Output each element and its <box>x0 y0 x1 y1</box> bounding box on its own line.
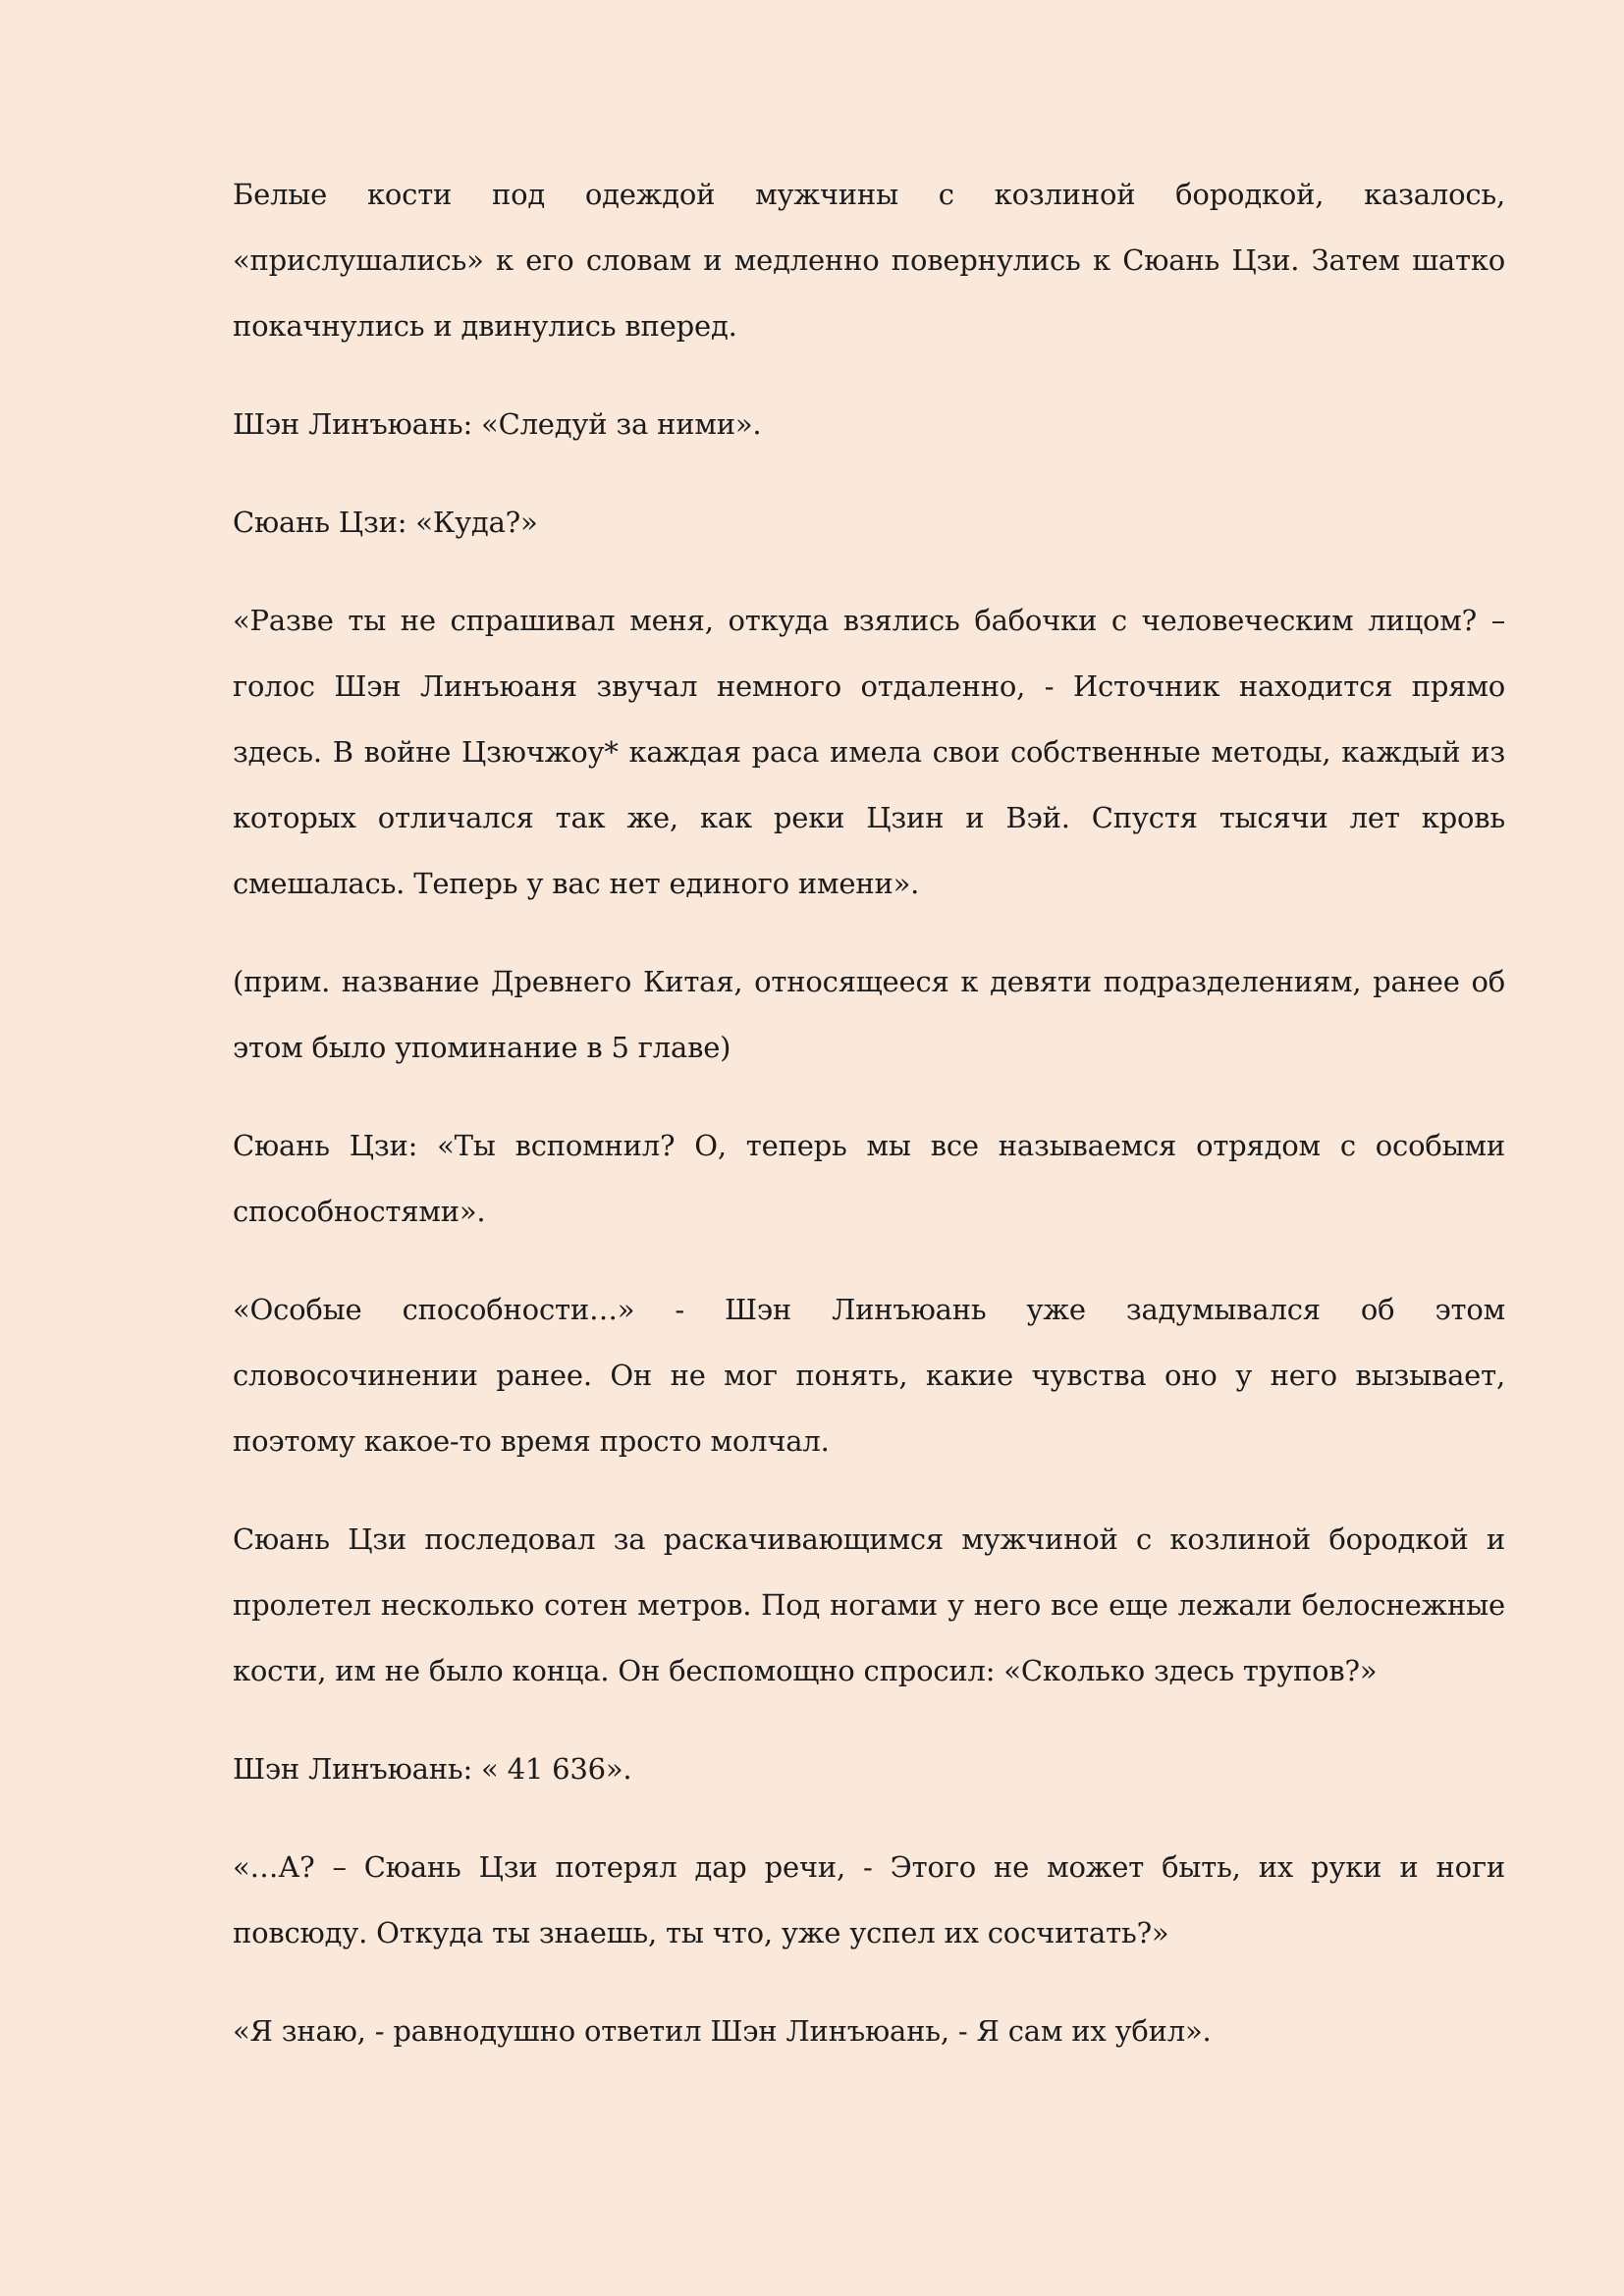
paragraph-8: Сюань Цзи последовал за раскачивающимся мужчиной с козлиной бородкой и пролетел несколько сотен метров. Под ногами у него все еще лежали белоснежные кости, им не было конца. Он беспомощно спросил: «Сколько здесь трупов?» <box>233 1522 1505 1687</box>
paragraph-5-footnote: (прим. название Древнего Китая, относящееся к девяти подразделениям, ранее об этом было упоминание в 5 главе) <box>233 965 1505 1064</box>
paragraph-1: Белые кости под одеждой мужчины с козлиной бородкой, казалось, «прислушались» к его словам и медленно повернулись к Сюань Цзи. Затем шатко покачнулись и двинулись вперед. <box>233 178 1505 343</box>
paragraph-3: Сюань Цзи: «Куда?» <box>233 506 538 539</box>
paragraph-11: «Я знаю, - равнодушно ответил Шэн Линъюань, - Я сам их убил». <box>233 2014 1212 2048</box>
paragraph-6: Сюань Цзи: «Ты вспомнил? О, теперь мы все называемся отрядом с особыми способностями». <box>233 1129 1505 1228</box>
document-body <box>233 162 1505 2097</box>
paragraph-4: «Разве ты не спрашивал меня, откуда взялись бабочки с человеческим лицом? – голос Шэн Линъюаня звучал немного отдаленно, - Источник находится прямо здесь. В войне Цзючжоу* каждая раса имела свои собственные методы, каждый из которых отличался так же, как реки Цзин и Вэй. Спустя тысячи лет кровь смешалась. Теперь у вас нет единого имени». <box>233 604 1505 900</box>
paragraph-10: «…А? – Сюань Цзи потерял дар речи, - Этого не может быть, их руки и ноги повсюду. Откуда ты знаешь, ты что, уже успел их сосчитать?» <box>233 1850 1505 1949</box>
paragraph-9: Шэн Линъюань: « 41 636». <box>233 1752 632 1786</box>
paragraph-2: Шэн Линъюань: «Следуй за ними». <box>233 407 762 441</box>
paragraph-7: «Особые способности…» - Шэн Линъюань уже задумывался об этом словосочинении ранее. Он не мог понять, какие чувства оно у него вызывает, поэтому какое-то время просто молчал. <box>233 1293 1505 1458</box>
